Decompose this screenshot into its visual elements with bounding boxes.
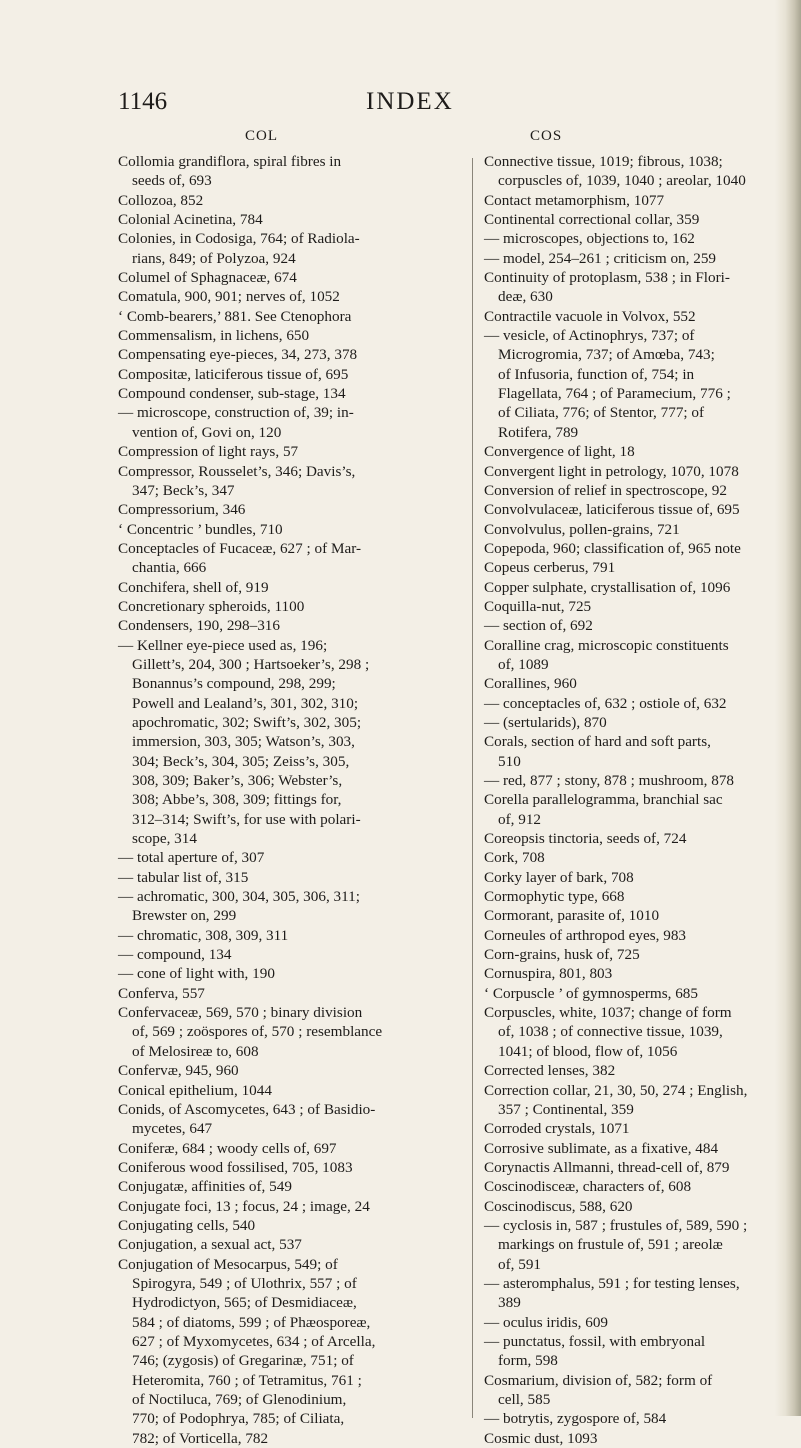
index-entry-line: Copeus cerberus, 791 (484, 559, 616, 577)
index-entry-line: Conjugation, a sexual act, 537 (118, 1236, 302, 1254)
index-entry-line: Compressor, Rousselet’s, 346; Davis’s, (118, 462, 356, 480)
index-entry-line: Conceptacles of Fucaceæ, 627 ; of Mar- (118, 539, 362, 557)
index-entry-line: of, 1038 ; of connective tissue, 1039, (498, 1023, 723, 1041)
index-entry-line: — section of, 692 (484, 617, 593, 635)
index-entry-line: Corynactis Allmanni, thread-cell of, 879 (484, 1158, 730, 1176)
index-entry-line: — compound, 134 (118, 946, 232, 964)
index-entry-line: 746; (zygosis) of Gregarinæ, 751; of (132, 1352, 354, 1370)
index-entry-line: 1041; of blood, flow of, 1056 (498, 1042, 678, 1060)
index-entry-line: Conjugating cells, 540 (118, 1216, 256, 1234)
index-entry-line: deæ, 630 (498, 288, 553, 306)
index-entry-line: 782; of Vorticella, 782 (132, 1429, 269, 1447)
page-header (118, 88, 718, 118)
running-title: INDEX (366, 88, 454, 115)
index-entry-line: corpuscles of, 1039, 1040 ; areolar, 1040 (498, 172, 746, 190)
index-entry-line: Collozoa, 852 (118, 191, 204, 209)
index-entry-line: — cone of light with, 190 (118, 965, 275, 983)
index-entry-line: Spirogyra, 549 ; of Ulothrix, 557 ; of (132, 1274, 357, 1292)
index-entry-line: of, 569 ; zoöspores of, 570 ; resemblance (132, 1023, 383, 1041)
index-entry-line: Collomia grandiflora, spiral fibres in (118, 153, 342, 170)
index-entry-line: Compression of light rays, 57 (118, 443, 299, 461)
index-entry-line: rians, 849; of Polyzoa, 924 (132, 249, 296, 267)
index-entry-line: Compound condenser, sub-stage, 134 (118, 385, 346, 403)
index-entry-line: — tabular list of, 315 (118, 868, 249, 886)
index-entry-line: Colonial Acinetina, 784 (118, 211, 263, 229)
index-entry-line: Microgromia, 737; of Amœba, 743; (498, 346, 715, 364)
index-entry-line: Powell and Lealand’s, 301, 302, 310; (132, 694, 359, 712)
index-entry-line: Cosmarium, division of, 582; form of (484, 1371, 713, 1389)
index-entry-line: apochromatic, 302; Swift’s, 302, 305; (132, 713, 362, 731)
index-entry-line: of, 591 (498, 1255, 542, 1273)
index-entry-line: — conceptacles of, 632 ; ostiole of, 632 (484, 694, 727, 712)
index-entry-line: Bonannus’s compound, 298, 299; (132, 675, 336, 693)
index-entry-line: — oculus iridis, 609 (484, 1313, 609, 1331)
index-entry-line: form, 598 (498, 1352, 558, 1370)
index-entry-line: — microscopes, objections to, 162 (484, 230, 695, 248)
index-entry-line: of Ciliata, 776; of Stentor, 777; of (498, 404, 705, 422)
index-entry-line: Coniferous wood fossilised, 705, 1083 (118, 1158, 353, 1176)
index-entry-line: Corrected lenses, 382 (484, 1062, 616, 1080)
index-entry-line: Corella parallelogramma, branchial sac (484, 791, 723, 809)
index-entry-line: — (sertularids), 870 (484, 713, 607, 731)
index-entry-line: Flagellata, 764 ; of Paramecium, 776 ; (498, 385, 731, 403)
guide-word-left: COL (245, 128, 278, 144)
index-entry-line: — Kellner eye-piece used as, 196; (118, 636, 328, 654)
index-entry-line: Coquilla-nut, 725 (484, 597, 592, 615)
index-entry-line: Conferva, 557 (118, 984, 205, 1002)
index-entry-line: 389 (498, 1294, 521, 1312)
index-entry-line: Gillett’s, 204, 300 ; Hartsoeker’s, 298 ; (132, 655, 370, 673)
index-entry-line: Corallines, 960 (484, 675, 577, 693)
index-entry-line: Copepoda, 960; classification of, 965 note (484, 539, 741, 557)
index-entry-line: Colonies, in Codosiga, 764; of Radiola- (118, 230, 360, 248)
index-entry-line: 510 (498, 752, 521, 770)
index-entry-line: of Melosireæ to, 608 (132, 1042, 259, 1060)
index-entry-line: chantia, 666 (132, 559, 207, 577)
index-entry-line: Corpuscles, white, 1037; change of form (484, 1004, 732, 1022)
index-entry-line: 584 ; of diatoms, 599 ; of Phæosporeæ, (132, 1313, 371, 1331)
index-entry-line: ‘ Comb-bearers,’ 881. See Ctenophora (118, 307, 352, 325)
index-entry-line: — red, 877 ; stony, 878 ; mushroom, 878 (484, 772, 735, 789)
index-entry-line: Convolvulus, pollen-grains, 721 (484, 520, 680, 538)
index-entry-line: 347; Beck’s, 347 (132, 481, 235, 499)
index-entry-line: Continuity of protoplasm, 538 ; in Flori- (484, 269, 730, 287)
index-entry-line: Cormorant, parasite of, 1010 (484, 907, 660, 925)
index-entry-line: — asteromphalus, 591 ; for testing lenses, (484, 1274, 740, 1292)
index-entry-line: of, 912 (498, 810, 542, 828)
index-entry-line: Coscinodisceæ, characters of, 608 (484, 1178, 692, 1196)
index-entry-line: cell, 585 (498, 1391, 551, 1408)
index-entry-line: — punctatus, fossil, with embryonal (484, 1332, 706, 1350)
index-entry-line: Compensating eye-pieces, 34, 273, 378 (118, 346, 358, 364)
index-entry-line: Cormophytic type, 668 (484, 888, 625, 906)
index-entry-line: Connective tissue, 1019; fibrous, 1038; (484, 153, 723, 170)
index-entry-line: immersion, 303, 305; Watson’s, 303, (132, 733, 355, 751)
index-entry-line: Convergent light in petrology, 1070, 1078 (484, 462, 739, 480)
index-entry-line: Corn-grains, husk of, 725 (484, 946, 640, 964)
index-entry-line: 308; Abbe’s, 308, 309; fittings for, (132, 791, 342, 809)
index-entry-line: Confervaceæ, 569, 570 ; binary division (118, 1004, 363, 1022)
index-entry-line: Conjugation of Mesocarpus, 549; of (118, 1255, 338, 1273)
index-entry-line: 627 ; of Myxomycetes, 634 ; of Arcella, (132, 1332, 376, 1350)
guide-word-right: COS (530, 128, 563, 144)
index-entry-line: Compositæ, laticiferous tissue of, 695 (118, 365, 349, 383)
index-entry-line: Contact metamorphism, 1077 (484, 191, 665, 209)
index-entry-line: 308, 309; Baker’s, 306; Webster’s, (132, 772, 343, 789)
index-entry-line: Coscinodiscus, 588, 620 (484, 1197, 633, 1215)
index-entry-line: Conchifera, shell of, 919 (118, 578, 269, 596)
index-entry-line: Convolvulaceæ, laticiferous tissue of, 695 (484, 501, 740, 519)
index-entry-line: Brewster on, 299 (132, 907, 237, 925)
index-entry-line: of Infusoria, function of, 754; in (498, 365, 695, 383)
index-entry-line: Hydrodictyon, 565; of Desmidiaceæ, (132, 1294, 357, 1312)
index-entry-line: Columel of Sphagnaceæ, 674 (118, 269, 297, 287)
index-entry-line: Corneules of arthropod eyes, 983 (484, 926, 687, 944)
index-entry-line: mycetes, 647 (132, 1120, 213, 1138)
index-entry-line: — total aperture of, 307 (118, 849, 265, 867)
left-index-column (118, 152, 463, 1448)
index-entry-line: Comatula, 900, 901; nerves of, 1052 (118, 288, 340, 306)
column-divider (472, 158, 473, 1418)
index-entry-line: Corky layer of bark, 708 (484, 868, 634, 886)
index-entry-line: Corrosive sublimate, as a fixative, 484 (484, 1139, 719, 1157)
index-entry-line: Continental correctional collar, 359 (484, 211, 700, 229)
index-entry-line: Conversion of relief in spectroscope, 92 (484, 481, 727, 499)
index-entry-line: of, 1089 (498, 655, 549, 673)
index-entry-line: Copper sulphate, crystallisation of, 1096 (484, 578, 731, 596)
index-entry-line: Corroded crystals, 1071 (484, 1120, 630, 1138)
index-entry-line: Cork, 708 (484, 849, 545, 867)
index-entry-line: vention of, Govi on, 120 (132, 423, 282, 441)
index-entry-line: Convergence of light, 18 (484, 443, 635, 461)
index-entry-line: Coralline crag, microscopic constituents (484, 636, 729, 654)
index-entry-line: — cyclosis in, 587 ; frustules of, 589, 590 ; (484, 1216, 748, 1234)
index-entry-line: scope, 314 (132, 830, 197, 848)
index-entry-line: Commensalism, in lichens, 650 (118, 327, 310, 345)
index-entry-line: ‘ Corpuscle ’ of gymnosperms, 685 (484, 984, 698, 1002)
index-entry-line: — model, 254–261 ; criticism on, 259 (484, 249, 717, 267)
index-entry-line: Rotifera, 789 (498, 423, 579, 441)
index-entry-line: Condensers, 190, 298–316 (118, 617, 280, 635)
index-entry-line: Coniferæ, 684 ; woody cells of, 697 (118, 1139, 337, 1157)
right-index-column (484, 152, 784, 1448)
index-entry-line: — achromatic, 300, 304, 305, 306, 311; (118, 888, 360, 906)
index-entry-line: Heteromita, 760 ; of Tetramitus, 761 ; (132, 1371, 362, 1389)
index-entry-line: seeds of, 693 (132, 172, 212, 190)
index-entry-line: — chromatic, 308, 309, 311 (118, 926, 289, 944)
index-entry-line: Corals, section of hard and soft parts, (484, 733, 711, 751)
index-entry-line: 312–314; Swift’s, for use with polari- (132, 810, 361, 828)
index-entry-line: — botrytis, zygospore of, 584 (484, 1410, 667, 1428)
index-entry-line: Cornuspira, 801, 803 (484, 965, 613, 983)
index-entry-line: Conjugatæ, affinities of, 549 (118, 1178, 292, 1196)
index-entry-line: Conids, of Ascomycetes, 643 ; of Basidio- (118, 1100, 376, 1118)
index-entry-line: ‘ Concentric ’ bundles, 710 (118, 520, 283, 538)
index-entry-line: 770; of Podophrya, 785; of Ciliata, (132, 1410, 345, 1428)
index-entry-line: Cosmic dust, 1093 (484, 1429, 598, 1447)
index-entry-line: Correction collar, 21, 30, 50, 274 ; English, (484, 1081, 748, 1099)
index-entry-line: — vesicle, of Actinophrys, 737; of (484, 327, 695, 345)
index-entry-line: 357 ; Continental, 359 (498, 1100, 634, 1118)
index-entry-line: Conical epithelium, 1044 (118, 1081, 272, 1099)
index-entry-line: Concretionary spheroids, 1100 (118, 597, 305, 615)
index-entry-line: Confervæ, 945, 960 (118, 1062, 239, 1080)
index-entry-line: Conjugate foci, 13 ; focus, 24 ; image, 24 (118, 1197, 370, 1215)
index-entry-line: Coreopsis tinctoria, seeds of, 724 (484, 830, 687, 848)
index-entry-line: markings on frustule of, 591 ; areolæ (498, 1236, 723, 1254)
index-entry-line: of Noctiluca, 769; of Glenodinium, (132, 1391, 347, 1408)
index-entry-line: Contractile vacuole in Volvox, 552 (484, 307, 696, 325)
page-number: 1146 (118, 88, 168, 115)
index-entry-line: Compressorium, 346 (118, 501, 246, 519)
index-entry-line: 304; Beck’s, 304, 305; Zeiss’s, 305, (132, 752, 350, 770)
index-entry-line: — microscope, construction of, 39; in- (118, 404, 354, 422)
